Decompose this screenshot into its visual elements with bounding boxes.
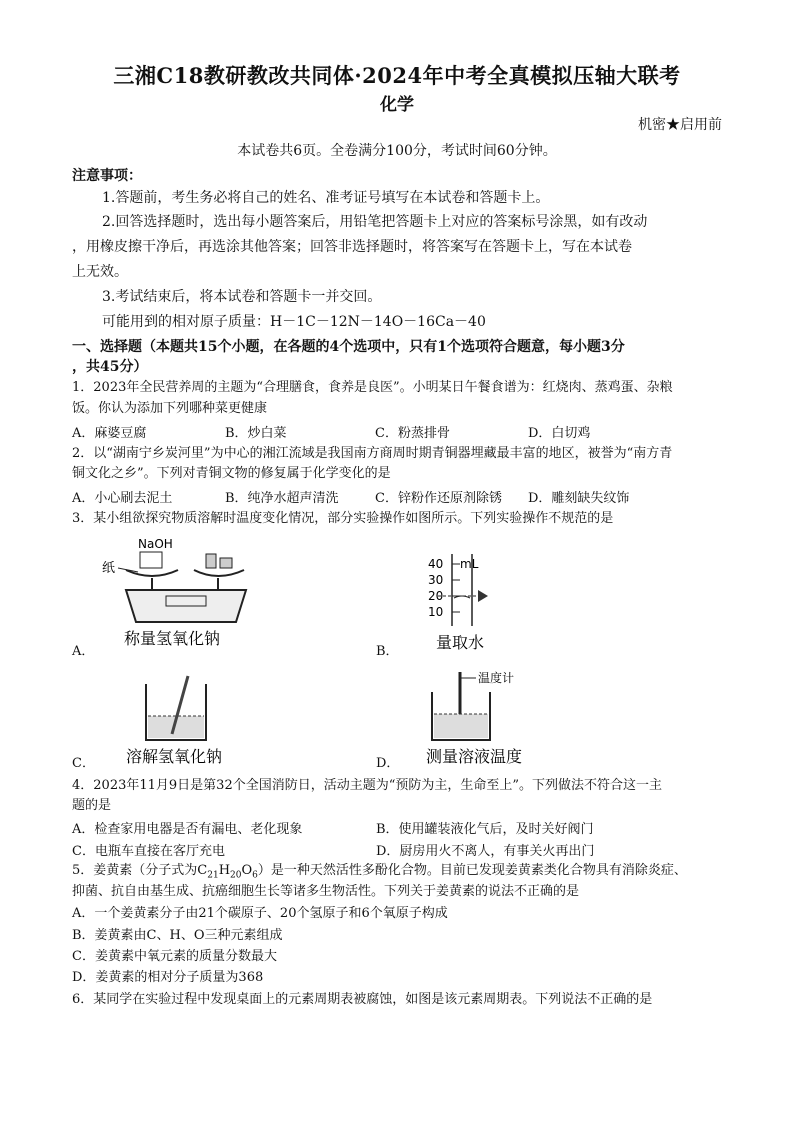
- notice-item-2c: 上无效。: [72, 264, 128, 280]
- q1-option-b: B．炒白菜: [225, 426, 287, 441]
- q2-option-b: B．纯净水超声清洗: [225, 491, 339, 506]
- q1-option-a: A．麻婆豆腐: [72, 426, 147, 441]
- notice-heading: 注意事项：: [72, 168, 142, 184]
- caption-weigh: 称量氢氧化钠: [124, 629, 221, 648]
- notice-item-3: 3.考试结束后，将本试卷和答题卡一并交回。: [102, 289, 382, 305]
- naoh-label: NaOH: [138, 537, 173, 551]
- q5-stem: 5．姜黄素（分子式为$C_{21}H_{20}O_6$）是一种天然活性多酚化合物。目前已发现姜黄素类化合物具有消除炎症、: [72, 863, 687, 881]
- q4-option-c: C．电瓶车直接在客厅充电: [72, 844, 225, 859]
- notice-item-2a: 2.回答选择题时，选出每小题答案后，用铅笔把答题卡上对应的答案标号涂黑，如有改动: [102, 214, 648, 230]
- paper-label: 纸: [102, 561, 116, 576]
- q2-option-c: C．锌粉作还原剂除锈: [375, 491, 502, 506]
- q3-option-a: A．: [72, 644, 95, 659]
- eye-icon: [478, 590, 488, 602]
- q3-stem: 3．某小组欲探究物质溶解时温度变化情况，部分实验操作如图所示。下列实验操作不规范的是: [72, 511, 614, 526]
- q4-option-d: D．厨房用火不离人，有事关火再出门: [376, 844, 595, 859]
- unit-label: mL: [460, 557, 479, 571]
- cylinder-figure: [410, 544, 520, 656]
- q3-option-c: C．: [72, 756, 95, 771]
- tick-30: 30: [428, 573, 444, 587]
- q6-stem: 6．某同学在实验过程中发现桌面上的元素周期表被腐蚀，如图是该元素周期表。下列说法不正确的是: [72, 992, 653, 1007]
- q3-option-b: B．: [376, 644, 399, 659]
- balance-figure: [96, 532, 266, 652]
- caption-measure: 量取水: [436, 633, 485, 652]
- section-heading-cont: ，共45分）: [72, 359, 148, 375]
- q3-option-d: D．: [376, 756, 400, 771]
- thermometer-figure: [420, 668, 560, 768]
- exam-title: 三湘C18教研教改共同体·2024年中考全真模拟压轴大联考: [113, 63, 681, 88]
- tick-10: 10: [428, 605, 444, 619]
- notice-item-1: 1.答题前，考生务必将自己的姓名、准考证号填写在本试卷和答题卡上。: [102, 190, 550, 206]
- caption-temperature: 测量溶液温度: [426, 747, 523, 766]
- curcumin-formula: $C_{21}H_{20}O_6$: [197, 863, 258, 881]
- q2-option-d: D．雕刻缺失纹饰: [528, 491, 630, 506]
- q4-stem: 4．2023年11月9日是第32个全国消防日，活动主题为“预防为主，生命至上”。下列做法不符合这一主: [72, 778, 663, 793]
- q5-option-d: D．姜黄素的相对分子质量为368: [72, 970, 264, 985]
- q1-stem-cont: 饭。你认为添加下列哪种菜更健康: [72, 401, 268, 416]
- q2-stem: 2．以“湖南宁乡炭河里”为中心的湘江流域是我国南方商周时期青铜器埋藏最丰富的地区，被誉为“南方青: [72, 446, 673, 461]
- atomic-masses: 可能用到的相对原子质量：H－1C－12N－14O－16Ca－40: [102, 314, 486, 330]
- q1-option-d: D．白切鸡: [528, 426, 591, 441]
- q2-stem-cont: 铜文化之乡”。下列对青铜文物的修复属于化学变化的是: [72, 466, 391, 481]
- tick-20: 20: [428, 589, 444, 603]
- tick-40: 40: [428, 557, 444, 571]
- q5-stem-cont: 抑菌、抗自由基生成、抗癌细胞生长等诸多生物活性。下列关于姜黄素的说法不正确的是: [72, 884, 580, 899]
- caption-dissolve: 溶解氢氧化钠: [126, 747, 223, 766]
- q5-option-a: A．一个姜黄素分子由21个碳原子、20个氢原子和6个氧原子构成: [72, 906, 448, 921]
- q4-option-b: B．使用罐装液化气后，及时关好阀门: [376, 822, 594, 837]
- secret-mark: 机密★启用前: [638, 117, 722, 133]
- q4-option-a: A．检查家用电器是否有漏电、老化现象: [72, 822, 303, 837]
- notice-item-2b: ，用橡皮擦干净后，再选涂其他答案；回答非选择题时，将答案写在答题卡上，写在本试卷: [72, 239, 632, 255]
- q1-stem: 1．2023年全民营养周的主题为“合理膳食，食养是良医”。小明某日午餐食谱为：红烧肉、蒸鸡蛋、杂粮: [72, 380, 673, 395]
- q2-option-a: A．小心刷去泥土: [72, 491, 173, 506]
- section-heading: 一、选择题（本题共15个小题，在各题的4个选项中，只有1个选项符合题意，每小题3分: [72, 339, 625, 355]
- q4-stem-cont: 题的是: [72, 798, 112, 813]
- subject-title: 化学: [380, 95, 414, 115]
- q5-option-b: B．姜黄素由C、H、O三种元素组成: [72, 928, 283, 943]
- exam-intro: 本试卷共6页。全卷满分100分，考试时间60分钟。: [237, 143, 557, 159]
- dissolve-figure: [126, 672, 266, 768]
- thermometer-label: 温度计: [478, 671, 515, 685]
- q1-option-c: C．粉蒸排骨: [375, 426, 450, 441]
- q5-option-c: C．姜黄素中氧元素的质量分数最大: [72, 949, 277, 964]
